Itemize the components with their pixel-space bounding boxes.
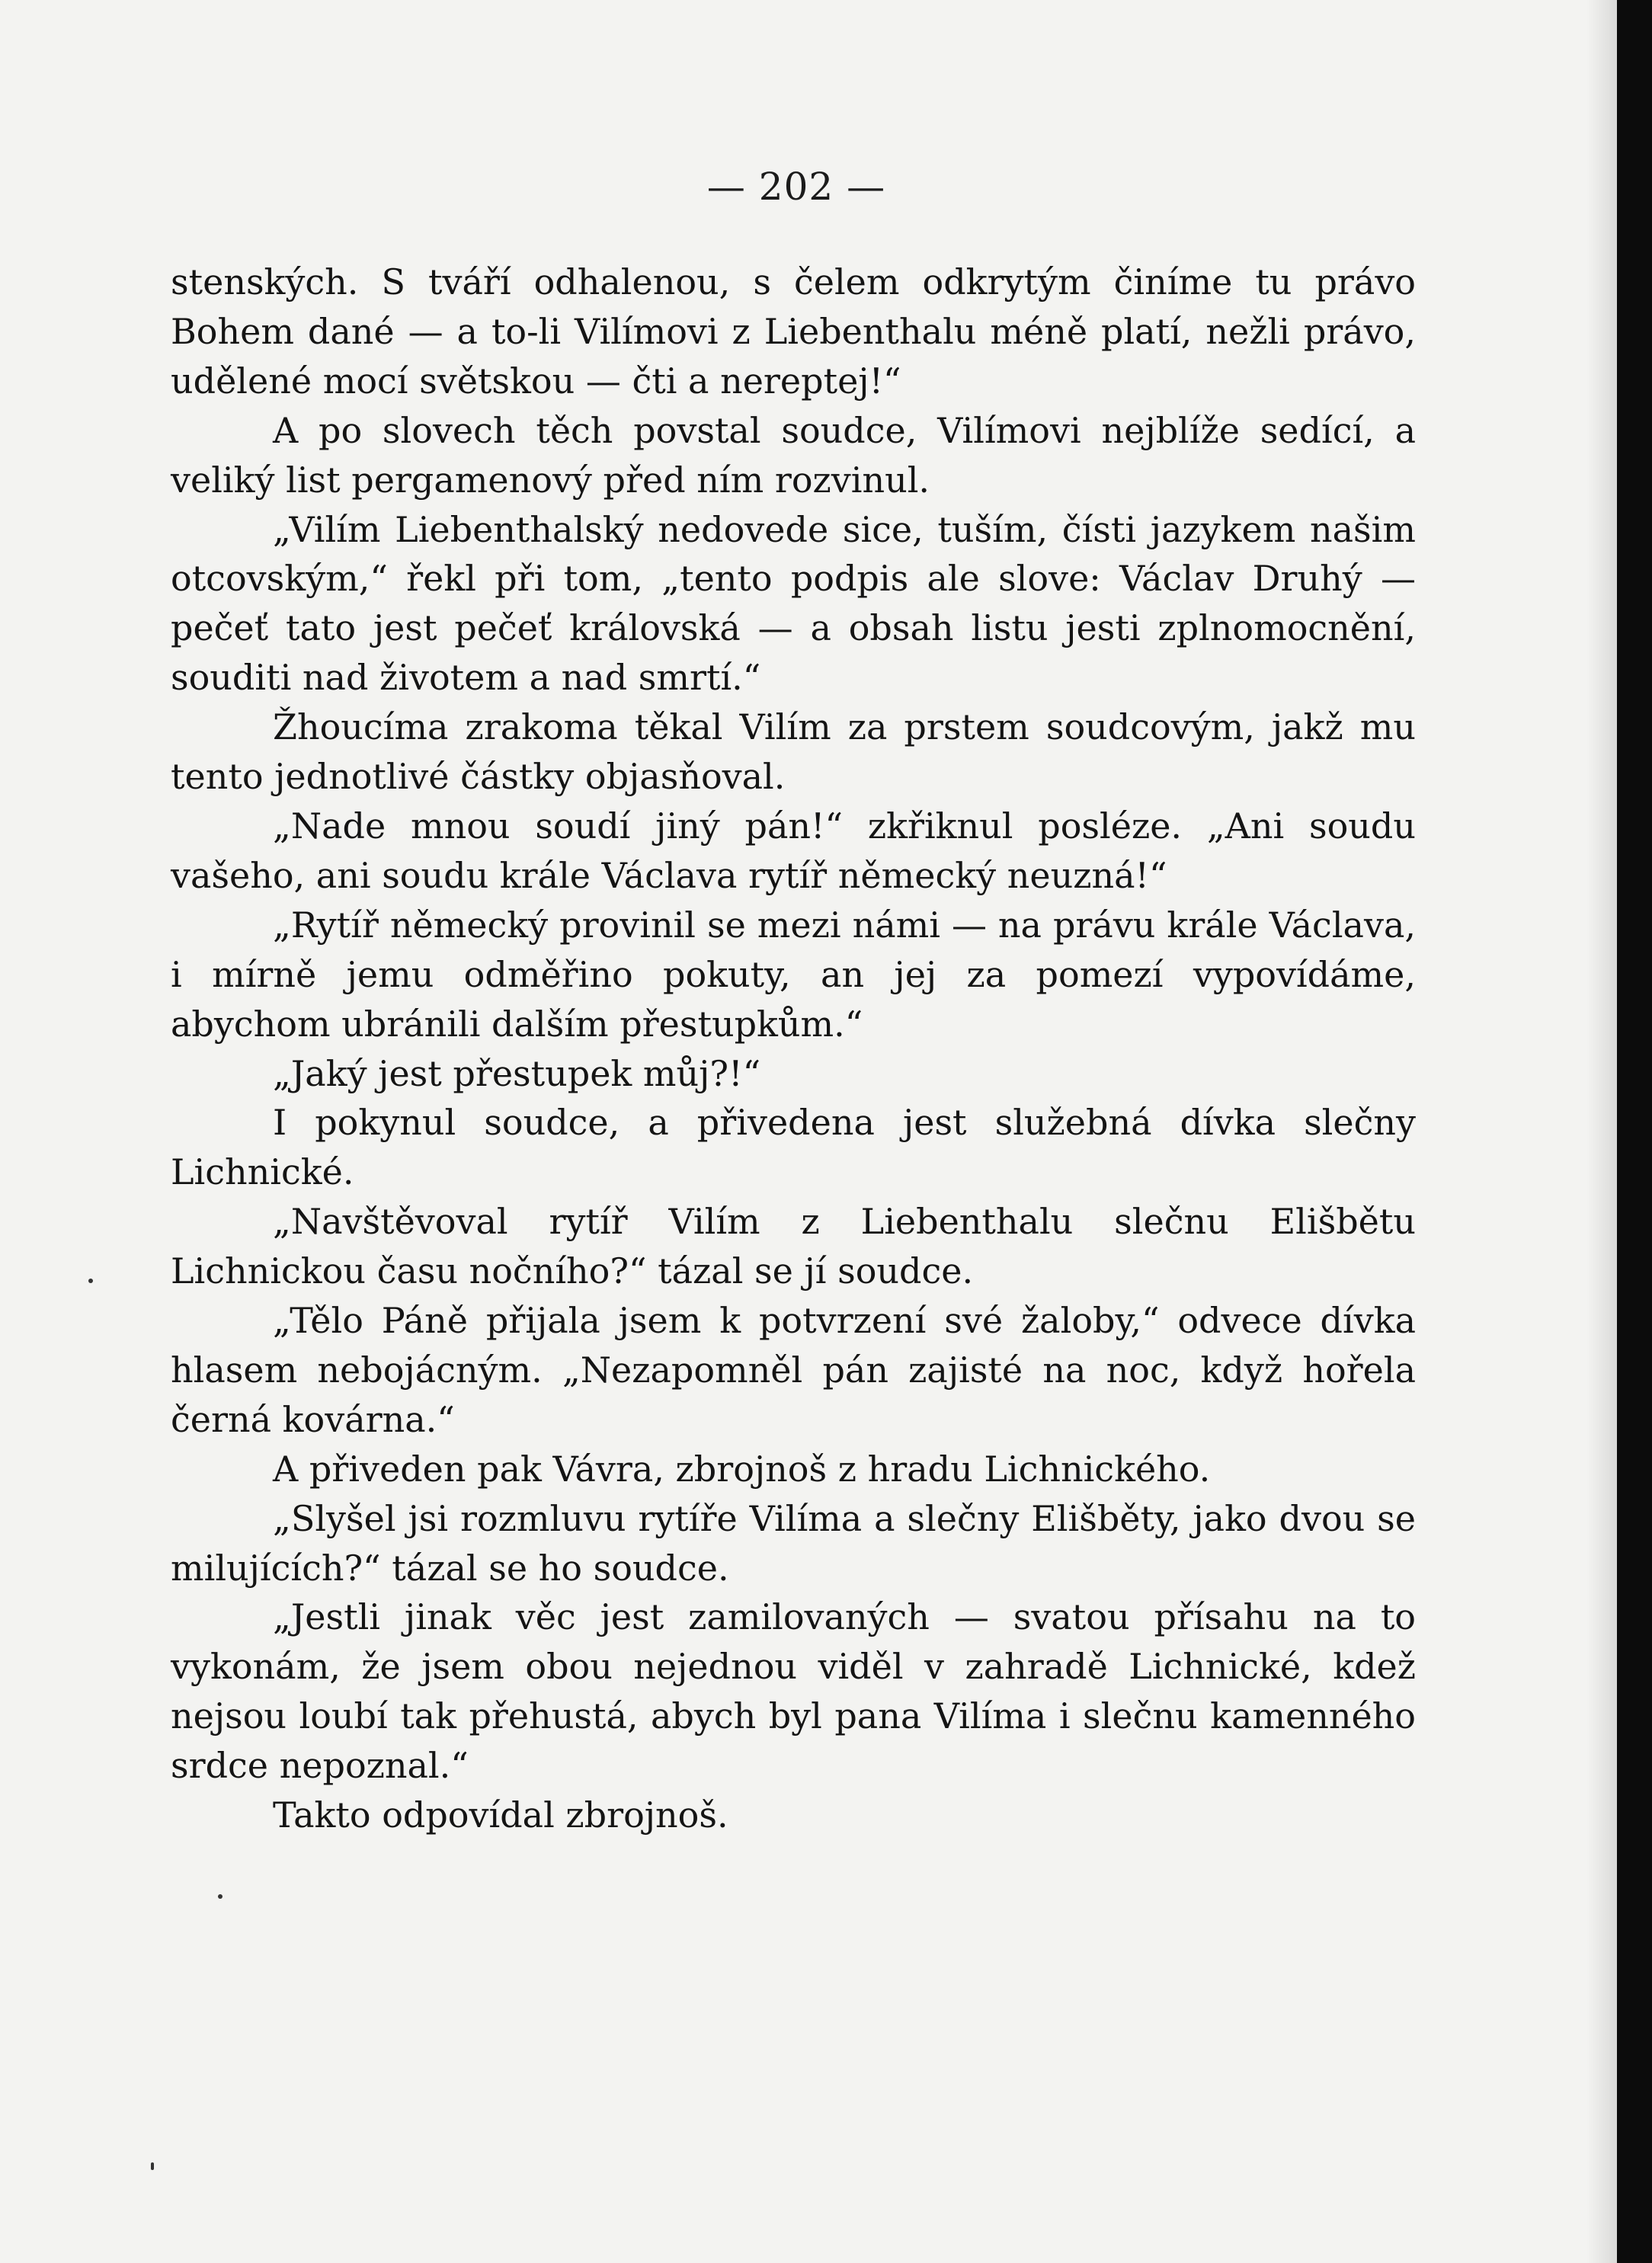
paragraph: A přiveden pak Vávra, zbrojnoš z hradu Lichnického. [273, 1448, 1211, 1490]
paragraph: „Nade mnou soudí jiný pán!“ zkřiknul posléze. „Ani soudu vašeho, ani soudu krále Václava rytíř německý neuzná!“ [171, 805, 1416, 896]
paragraph: „Jestli jinak věc jest zamilovaných — svatou přísahu na to vykonám, že jsem obou nejednou viděl v zahradě Lichnické, kdež nejsou loubí tak přehustá, abych byl pana Vilíma i slečnu kamenného srdce nepoznal.“ [171, 1596, 1416, 1787]
scan-speck [151, 2162, 154, 2170]
paragraph: Takto odpovídal zbrojnoš. [273, 1794, 728, 1836]
paragraph: „Vilím Liebenthalský nedovede sice, tuším, čísti jazykem našim otcovským,“ řekl při tom, „tento podpis ale slove: Václav Druhý — pečeť tato jest pečeť královská — a obsah listu jesti zplnomocnění, souditi nad životem a nad smrtí.“ [171, 508, 1416, 699]
scan-speck [88, 1279, 93, 1283]
paragraph: Žhoucíma zrakoma těkal Vilím za prstem soudcovým, jakž mu tento jednotlivé částky objasňoval. [171, 706, 1416, 798]
paragraph: „Jaký jest přestupek můj?!“ [273, 1052, 761, 1094]
scan-speck [218, 1894, 223, 1899]
paragraph: I pokynul soudce, a přivedena jest služebná dívka slečny Lichnické. [171, 1102, 1416, 1193]
scan-edge [1617, 0, 1652, 2263]
page-gutter-shadow [1586, 0, 1617, 2263]
paragraph: stenských. S tváří odhalenou, s čelem odkrytým činíme tu právo Bohem dané — a to-li Vilímovi z Liebenthalu méně platí, nežli právo, udělené mocí světskou — čti a nereptej!“ [171, 261, 1416, 402]
page-number-header: — 202 — [706, 165, 886, 209]
paragraph: „Slyšel jsi rozmluvu rytíře Vilíma a slečny Elišběty, jako dvou se milujících?“ tázal se ho soudce. [171, 1497, 1416, 1589]
paragraph: A po slovech těch povstal soudce, Vilímovi nejblíže sedící, a veliký list pergamenový před ním rozvinul. [171, 409, 1416, 501]
paragraph: „Navštěvoval rytíř Vilím z Liebenthalu slečnu Elišbětu Lichnickou času nočního?“ tázal se jí soudce. [171, 1201, 1416, 1292]
paragraph: „Tělo Páně přijala jsem k potvrzení své žaloby,“ odvece dívka hlasem nebojácným. „Nezapomněl pán zajisté na noc, když hořela černá kovárna.“ [171, 1300, 1416, 1440]
paragraph: „Rytíř německý provinil se mezi námi — na právu krále Václava, i mírně jemu odměřino pokuty, an jej za pomezí vypovídáme, abychom ubránili dalším přestupkům.“ [171, 904, 1416, 1045]
body-text [171, 258, 1416, 1840]
